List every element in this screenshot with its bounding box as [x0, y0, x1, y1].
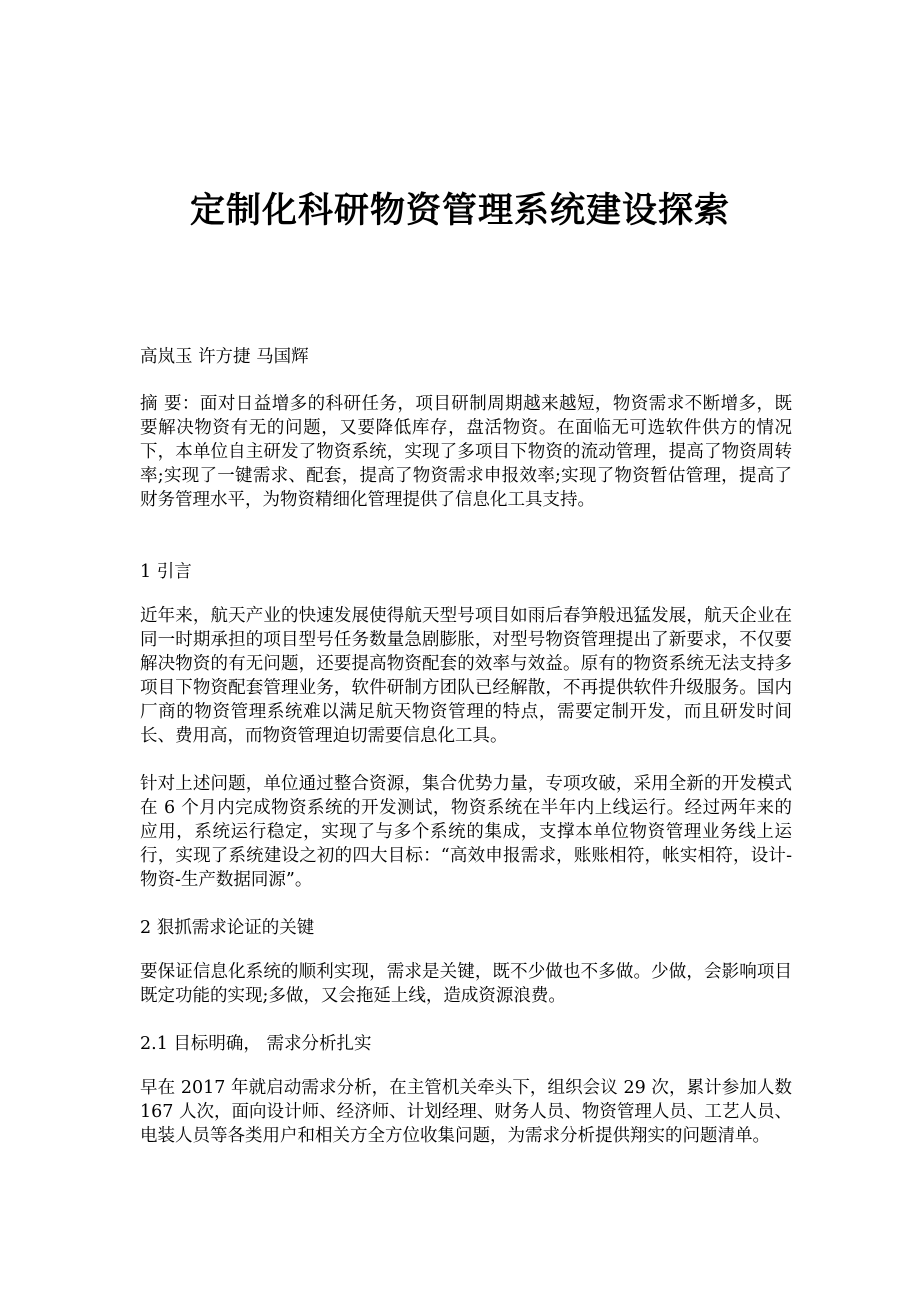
section-heading-intro: 1 引言 — [140, 562, 192, 582]
section-heading-requirements: 2 狠抓需求论证的关键 — [140, 918, 315, 938]
requirements-paragraph: 要保证信息化系统的顺利实现，需求是关键，既不少做也不多做。少做，会影响项目既定功能的实现;多做，又会拖延上线，造成资源浪费。 — [140, 962, 792, 1006]
authors-line: 高岚玉 许方捷 马国辉 — [140, 347, 309, 367]
intro-paragraph-2: 针对上述问题，单位通过整合资源，集合优势力量，专项攻破，采用全新的开发模式在 6 个月内完成物资系统的开发测试，物资系统在半年内上线运行。经过两年来的应用，系统运行稳定，实现了与多个系统的集成，支撑本单位物资管理业务线上运行，实现了系统建设之初的四大目标：“高效申报需求，账账相符，帐实相符，设计-物资-生产数据同源”。 — [140, 774, 792, 890]
abstract-paragraph: 摘 要：面对日益增多的科研任务，项目研制周期越来越短，物资需求不断增多，既要解决物资有无的问题，又要降低库存，盘活物资。在面临无可选软件供方的情况下，本单位自主研发了物资系统，实现了多项目下物资的流动管理，提高了物资周转率;实现了一键需求、配套，提高了物资需求申报效率;实现了物资暂估管理，提高了财务管理水平，为物资精细化管理提供了信息化工具支持。 — [140, 394, 792, 510]
goals-paragraph: 早在 2017 年就启动需求分析，在主管机关牵头下，组织会议 29 次，累计参加人数 167 人次，面向设计师、经济师、计划经理、财务人员、物资管理人员、工艺人员、电装人员等各类用户和相关方全方位收集问题，为需求分析提供翔实的问题清单。 — [140, 1078, 792, 1146]
subsection-heading-goals: 2.1 目标明确， 需求分析扎实 — [140, 1034, 372, 1054]
intro-paragraph-1: 近年来，航天产业的快速发展使得航天型号项目如雨后春笋般迅猛发展，航天企业在同一时期承担的项目型号任务数量急剧膨胀，对型号物资管理提出了新要求，不仅要解决物资的有无问题，还要提高物资配套的效率与效益。原有的物资系统无法支持多项目下物资配套管理业务，软件研制方团队已经解散，不再提供软件升级服务。国内厂商的物资管理系统难以满足航天物资管理的特点，需要定制开发，而且研发时间长、费用高，而物资管理迫切需要信息化工具。 — [140, 606, 792, 746]
document-title: 定制化科研物资管理系统建设探索 — [189, 190, 730, 231]
